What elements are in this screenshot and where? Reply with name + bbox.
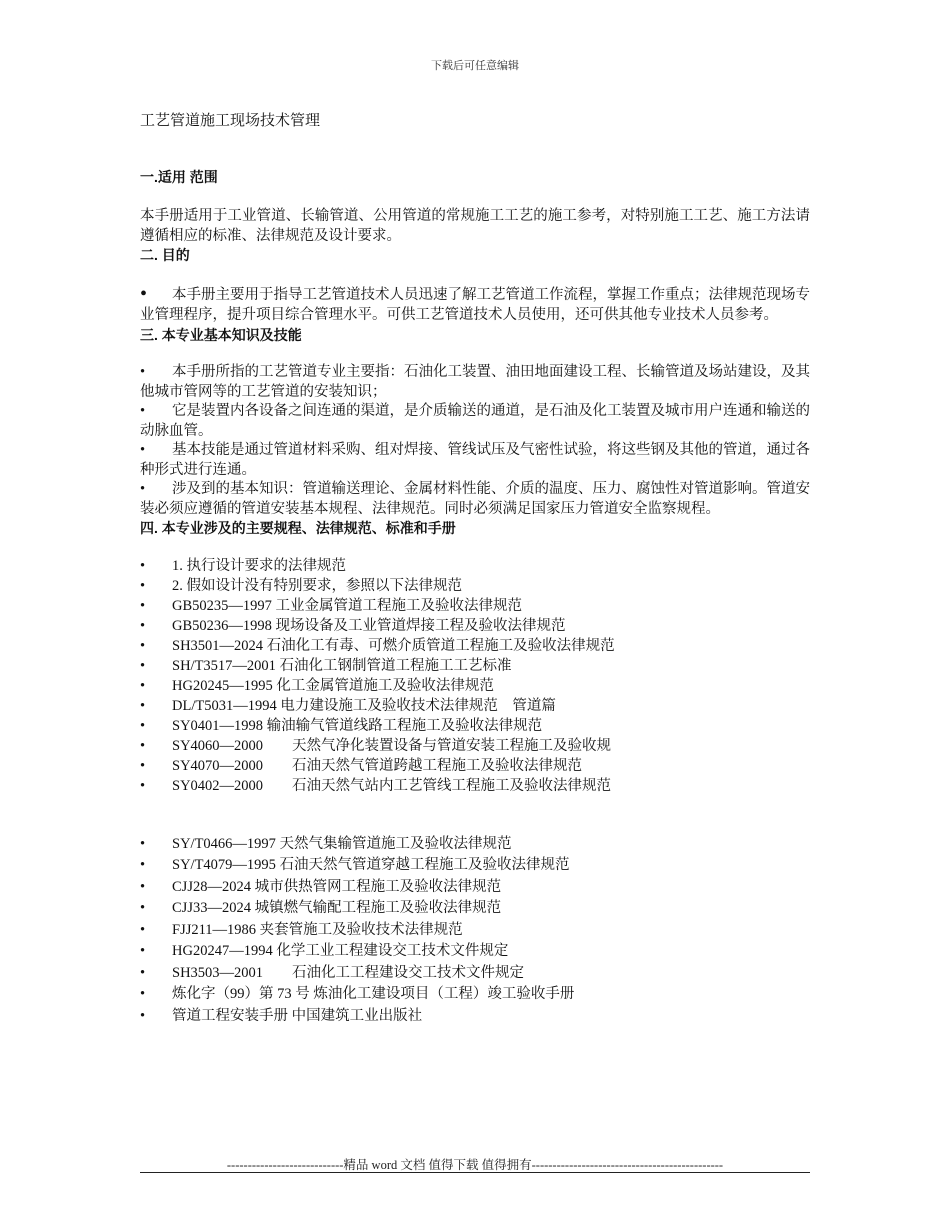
list-item: • 1. 执行设计要求的法律规范: [140, 557, 810, 577]
bullet-icon: •: [140, 481, 146, 497]
list-item: • GB50236—1998 现场设备及工业管道焊接工程及验收法律规范: [140, 617, 810, 637]
section-3-item: • 它是装置内各设备之间连通的渠道，是介质输送的通道，是石油及化工装置及城市用户连通和输送的动脉血管。: [140, 403, 810, 439]
bullet-icon: •: [140, 442, 146, 458]
list-item: • FJJ211—1986 夹套管施工及验收技术法律规范: [140, 921, 810, 943]
section-2-heading: 二. 目的: [140, 247, 190, 263]
list-item: • SY4060—2000 天然气净化装置设备与管道安装工程施工及验收规: [140, 737, 810, 757]
list-item: • SH3501—2024 石油化工有毒、可燃介质管道工程施工及验收法律规范: [140, 637, 810, 657]
bullet-icon: •: [140, 282, 148, 305]
document-title: 工艺管道施工现场技术管理: [140, 113, 321, 129]
bullet-icon: •: [140, 835, 146, 852]
list-item: • SH/T3517—2001 石油化工钢制管道工程施工工艺标准: [140, 657, 810, 677]
bullet-icon: •: [140, 986, 146, 1002]
page-footer: ----------------------------精品 word 文档 值得下载 值得拥有----------------------------------------------: [226, 1158, 724, 1172]
section-1-heading: 一.适用 范围: [140, 168, 218, 185]
list-item: • 2. 假如设计没有特别要求，参照以下法律规范: [140, 577, 810, 597]
list-item: • CJJ33—2024 城镇燃气输配工程施工及验收法律规范: [140, 899, 810, 921]
list-item: • 管道工程安装手册 中国建筑工业出版社: [140, 1007, 810, 1029]
standards-list-2: [140, 835, 810, 1029]
list-item: • GB50235—1997 工业金属管道工程施工及验收法律规范: [140, 597, 810, 617]
bullet-icon: •: [140, 964, 146, 981]
page-header: 下载后可任意编辑: [431, 60, 519, 72]
standards-list-1: [140, 557, 810, 797]
list-item: • CJJ28—2024 城市供热管网工程施工及验收法律规范: [140, 878, 810, 900]
list-item: • SH3503—2001 石油化工工程建设交工技术文件规定: [140, 964, 810, 986]
section-3-item: • 基本技能是通过管道材料采购、组对焊接、管线试压及气密性试验，将这些钢及其他的管道，通过各种形式进行连通。: [140, 442, 810, 478]
list-item: • HG20247—1994 化学工业工程建设交工技术文件规定: [140, 942, 810, 964]
list-item: • 炼化字（99）第 73 号 炼油化工建设项目（工程）竣工验收手册: [140, 985, 810, 1007]
section-4-heading: 四. 本专业涉及的主要规程、法律规范、标准和手册: [140, 520, 456, 536]
section-3-item: • 本手册所指的工艺管道专业主要指：石油化工装置、油田地面建设工程、长输管道及场站建设，及其他城市管网等的工艺管道的安装知识；: [140, 364, 810, 400]
list-item: • SY0401—1998 输油输气管道线路工程施工及验收法律规范: [140, 717, 810, 737]
bullet-icon: •: [140, 921, 146, 938]
list-item: • DL/T5031—1994 电力建设施工及验收技术法律规范 管道篇: [140, 697, 810, 717]
bullet-icon: •: [140, 857, 146, 873]
bullet-icon: •: [140, 777, 146, 794]
section-1-text: 本手册适用于工业管道、长输管道、公用管道的常规施工工艺的施工参考，对特别施工工艺、施工方法请遵循相应的标准、法律规范及设计要求。: [140, 208, 810, 244]
list-item: • SY/T4079—1995 石油天然气管道穿越工程施工及验收法律规范: [140, 856, 810, 878]
bullet-icon: •: [140, 403, 146, 419]
list-item: • SY/T0466—1997 天然气集输管道施工及验收法律规范: [140, 835, 810, 857]
section-2-text: 本手册主要用于指导工艺管道技术人员迅速了解工艺管道工作流程，掌握工作重点；法律规范现场专业管理程序，提升项目综合管理水平。可供工艺管道技术人员使用，还可供其他专业技术人员参考。: [140, 286, 810, 323]
bullet-icon: •: [140, 757, 146, 774]
document-body: [140, 112, 810, 1028]
bullet-icon: •: [140, 717, 146, 734]
bullet-icon: •: [140, 657, 146, 674]
bullet-icon: •: [140, 1007, 146, 1024]
bullet-icon: •: [140, 637, 146, 654]
section-2-paragraph: [140, 284, 810, 326]
bullet-icon: •: [140, 364, 146, 380]
bullet-icon: •: [140, 577, 146, 594]
bullet-icon: •: [140, 900, 146, 916]
section-3-item: • 涉及到的基本知识：管道输送理论、金属材料性能、介质的温度、压力、腐蚀性对管道影响。管道安装必须应遵循的管道安装基本规程、法律规范。同时必须满足国家压力管道安全监察规程。: [140, 481, 810, 517]
bullet-icon: •: [140, 943, 146, 959]
footer-divider: [140, 1172, 810, 1173]
list-item: • HG20245—1995 化工金属管道施工及验收法律规范: [140, 677, 810, 697]
list-item: • SY4070—2000 石油天然气管道跨越工程施工及验收法律规范: [140, 757, 810, 777]
bullet-icon: •: [140, 737, 146, 754]
bullet-icon: •: [140, 557, 146, 574]
bullet-icon: •: [140, 697, 146, 714]
section-3-heading: 三. 本专业基本知识及技能: [140, 326, 302, 343]
bullet-icon: •: [140, 617, 146, 634]
bullet-icon: •: [140, 677, 146, 694]
bullet-icon: •: [140, 597, 146, 614]
bullet-icon: •: [140, 878, 146, 895]
list-item: • SY0402—2000 石油天然气站内工艺管线工程施工及验收法律规范: [140, 777, 810, 797]
